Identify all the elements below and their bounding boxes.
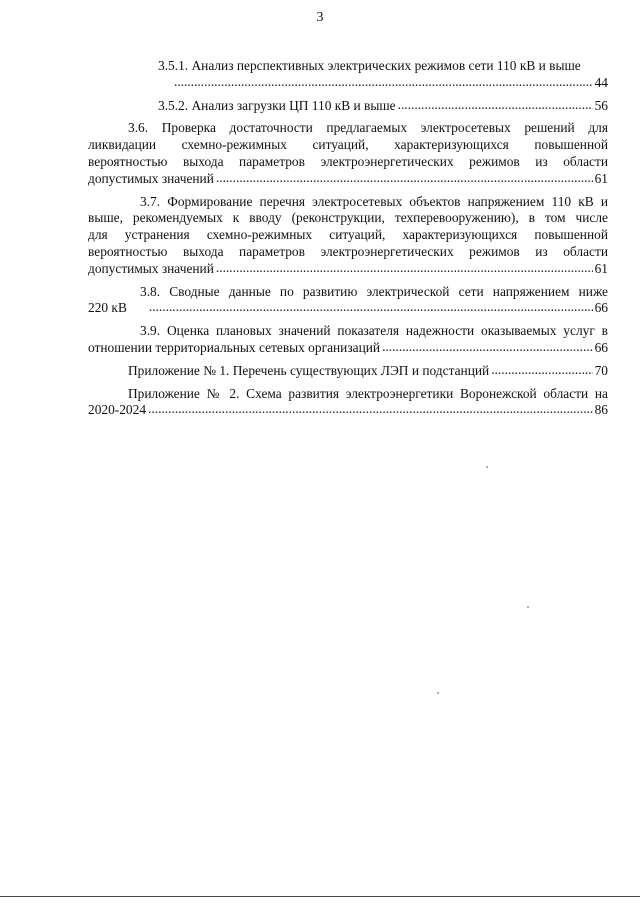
toc-entry-label: допустимых значений [88,260,214,276]
toc-page-number: 70 [594,362,608,378]
toc-entry-label: 2020-2024 [88,402,147,418]
toc-page-number: 66 [594,300,608,316]
toc-entry-3-6[interactable] [88,120,608,187]
toc-entry-line: 3.7. Формирование перечня электросетевых объектов напряжением 110 кВ и [140,193,608,209]
toc-entry-label: отношении территориальных сетевых организаций [88,339,381,355]
toc-entry-line: ликвидации схемно-режимных ситуаций, характеризующихся повышенной [88,137,608,153]
toc-leader-row [158,98,608,115]
toc-entry-line: выше, рекомендуемых к вводу (реконструкции, техперевооружению), в том числе [88,210,608,226]
dot-leader [216,260,593,277]
toc-entry-label: 3.5.2. Анализ загрузки ЦП 110 кВ и выше [158,97,396,113]
scan-speck [437,692,439,694]
toc-page-number: 61 [594,260,608,276]
toc-entry-label: допустимых значений [88,170,214,186]
page-number: 3 [316,10,324,25]
dot-leader [491,362,592,379]
table-of-contents [88,58,608,425]
toc-entry-line: вероятностью выхода параметров электроэнергетических режимов из области [88,153,608,169]
dot-leader [174,74,593,91]
toc-entry-3-7[interactable] [88,194,608,278]
toc-entry-line: вероятностью выхода параметров электроэнергетических режимов из области [88,243,608,259]
toc-entry-line: Приложение № 2. Схема развития электроэнергетики Воронежской области на [128,385,608,401]
toc-leader-row [88,340,608,357]
toc-leader-row [88,300,608,317]
toc-page-number: 61 [594,170,608,186]
toc-entry-line: для устранения схемно-режимных ситуаций, характеризующихся повышенной [88,227,608,243]
toc-entry-label: 3.5.1. Анализ перспективных электрических режимов сети 110 кВ и выше [158,58,581,73]
toc-entry-3-9[interactable] [88,323,608,357]
toc-entry-label: Приложение № 1. Перечень существующих ЛЭП и подстанций [128,362,490,378]
dot-leader [216,170,593,187]
toc-page-number: 44 [594,74,608,90]
scan-speck [527,606,529,608]
toc-leader-row [88,261,608,278]
toc-page-number: 66 [594,339,608,355]
dot-leader [382,339,593,356]
toc-entry-3-5-1[interactable] [88,58,608,92]
toc-leader-row [88,171,608,188]
toc-leader-row [88,402,608,419]
toc-entry-line: 3.8. Сводные данные по развитию электрической сети напряжением ниже [140,283,608,299]
toc-page-number: 86 [594,402,608,418]
scan-edge-line [0,896,640,897]
dot-leader [398,97,593,114]
toc-leader-row [128,363,608,380]
dot-leader [149,299,593,316]
toc-page-number: 56 [594,97,608,113]
toc-entry-line: 3.9. Оценка плановых значений показателя надежности оказываемых услуг в [140,323,608,339]
toc-entry-3-8[interactable] [88,284,608,318]
toc-entry-3-5-2[interactable] [88,98,608,115]
dot-leader [148,401,593,418]
scan-speck [486,466,488,468]
toc-entry-line: 3.6. Проверка достаточности предлагаемых электросетевых решений для [128,120,608,136]
toc-entry-appendix-2[interactable] [88,386,608,420]
toc-entry-label: 220 кВ [88,300,127,316]
toc-entry-appendix-1[interactable] [88,363,608,380]
toc-leader-row [158,75,608,92]
